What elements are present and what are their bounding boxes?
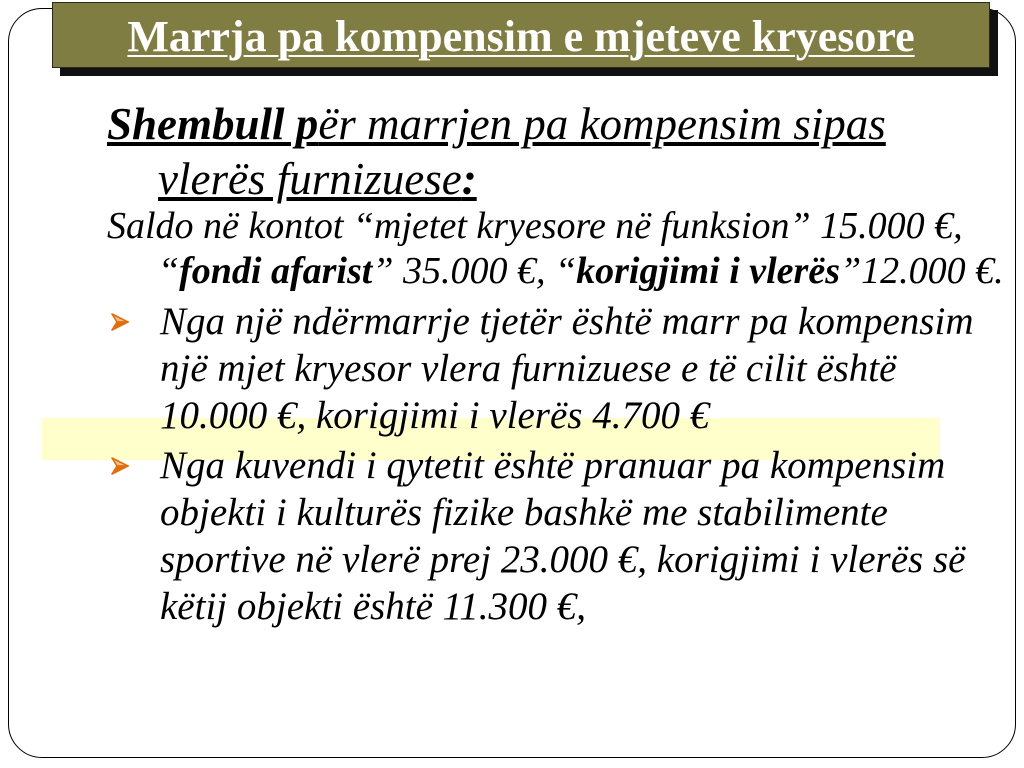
open-quote-2: “ [554,250,577,292]
heading-text-line-2: vlerës furnizuese [158,154,462,204]
correction-amount: ”12.000 €. [840,250,1004,292]
bullet-line: 10.000 €, korigjimi i vlerës 4.700 € [160,394,710,437]
balance-paragraph [107,204,1004,294]
correction-label: korigjimi i vlerës [576,250,840,292]
bullet-line: objekti i kulturës fizike bashkë me stabilimente [160,491,888,534]
bullet-line: këtij objekti është 11.300 €, [160,585,586,628]
bullet-line: sportive në vlerë prej 23.000 €, korigjimi i vlerës së [160,538,966,581]
bullet-text-1 [160,298,973,439]
heading-line-2 [107,152,886,207]
heading-line-1 [107,97,886,152]
arrow-bullet-icon [110,456,130,476]
bullet-line: një mjet kryesor vlera furnizuese e të cilit është [160,347,897,390]
fund-amount: ” 35.000 €, [372,250,555,292]
title-bar [52,2,990,68]
heading-bold-text: Shembull p [107,99,319,149]
balance-line-2 [107,249,1004,294]
slide-title: Marrja pa kompensim e mjeteve kryesore [127,12,915,61]
arrow-bullet-icon [110,312,130,332]
bullet-line: Nga një ndërmarrje tjetër është marr pa kompensim [160,300,974,343]
open-quote: “ [158,250,180,292]
fund-label: fondi afarist [179,250,373,292]
bullet-item-2 [0,442,1000,642]
heading-text: ër marrjen pa kompensim sipas [318,99,886,149]
balance-line-1: Saldo në kontot “mjetet kryesore në funksion” 15.000 €, [107,205,963,247]
bullet-line: Nga kuvendi i qytetit është pranuar pa kompensim [160,444,946,487]
bullet-text-2 [160,442,965,630]
heading-colon: : [461,154,477,204]
example-heading [107,97,886,207]
